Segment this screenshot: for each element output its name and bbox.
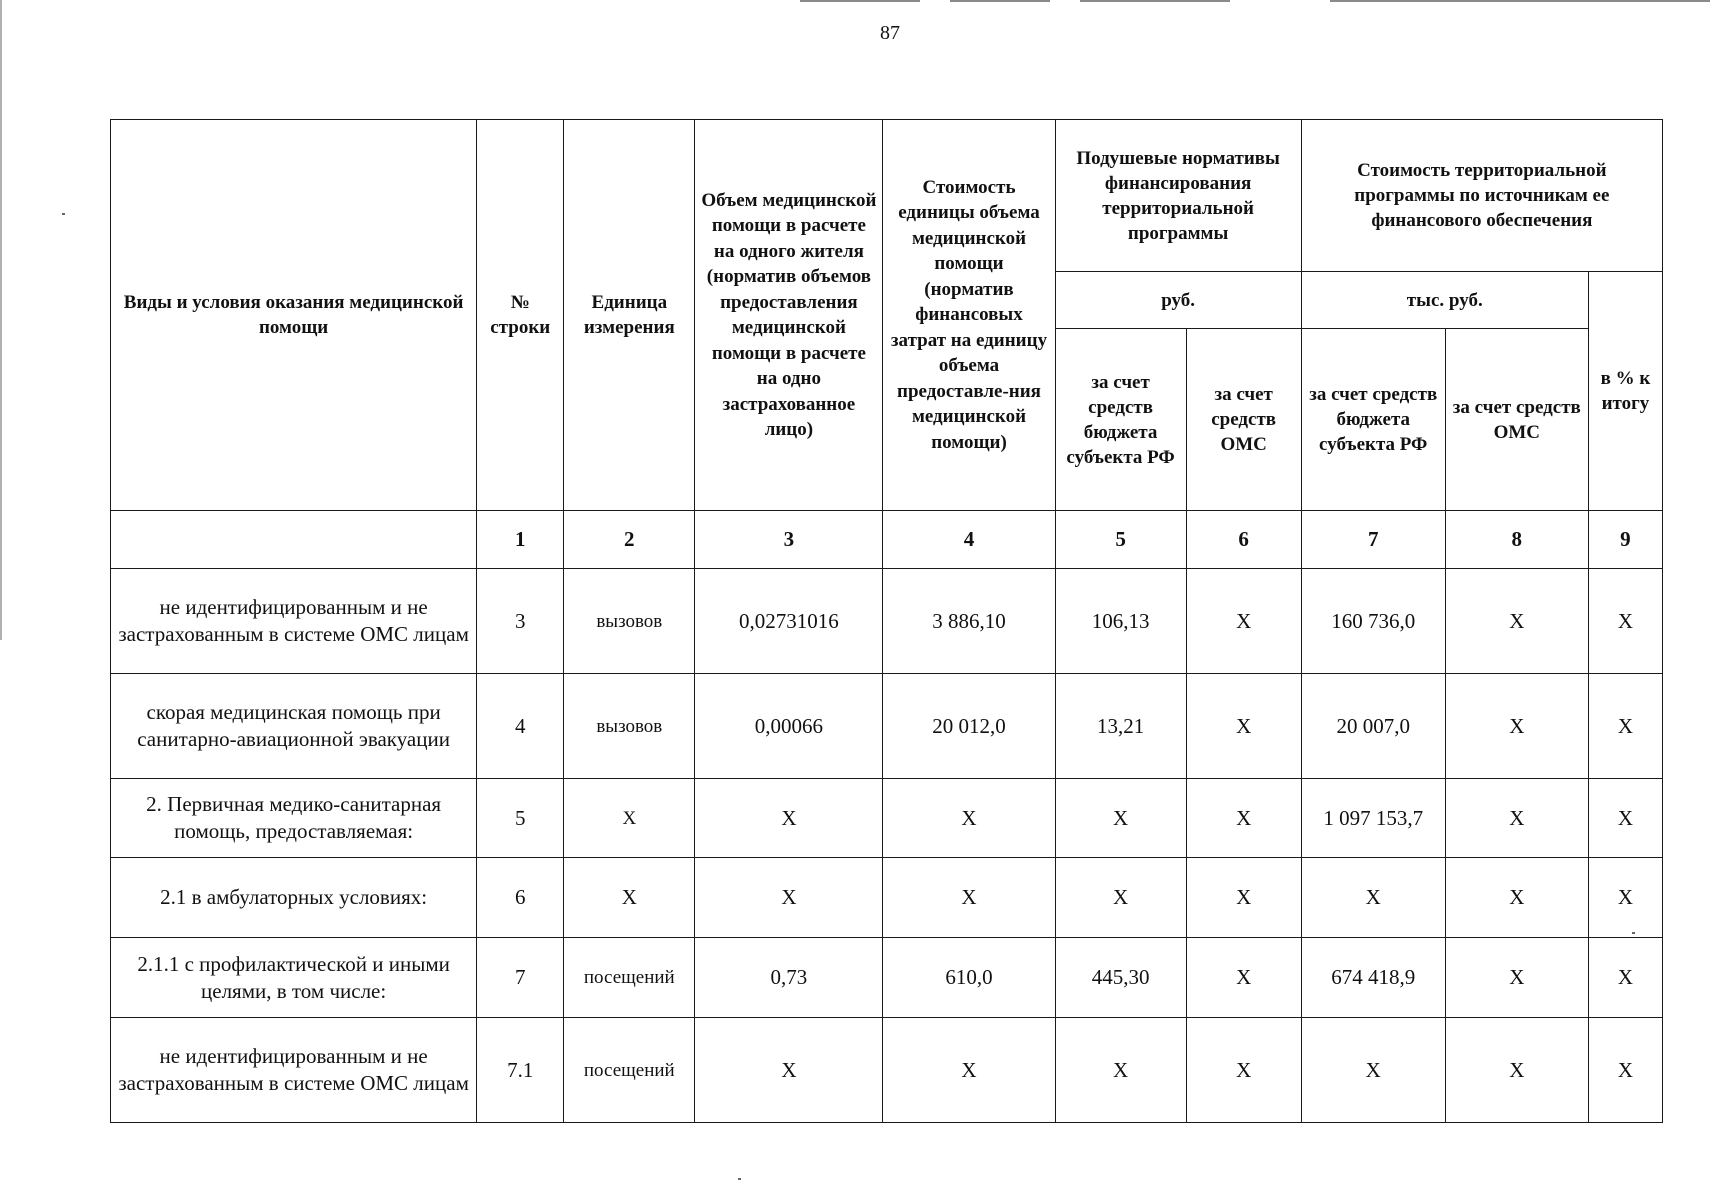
header-oms-8: за счет средств ОМС xyxy=(1445,329,1588,511)
table-row xyxy=(111,569,1663,674)
row-name: скорая медицинская помощь при санитарно-авиационной эвакуации xyxy=(111,674,477,779)
row-unit: вызовов xyxy=(564,674,695,779)
row-oms-thous: X xyxy=(1445,779,1588,858)
header-types-conditions: Виды и условия оказания медицинской помощи xyxy=(111,120,477,511)
row-oms-thous: X xyxy=(1445,674,1588,779)
row-budget-rf-rub: X xyxy=(1055,779,1186,858)
header-rub: руб. xyxy=(1055,272,1301,329)
row-pct-total: X xyxy=(1588,938,1662,1018)
header-volume: Объем медицинской помощи в расчете на одного жителя (норматив объемов предоставления медицинской помощи в расчете на одно застрахованное лицо) xyxy=(695,120,883,511)
column-number: 4 xyxy=(883,511,1055,569)
row-budget-rf-rub: X xyxy=(1055,1018,1186,1123)
row-unit-cost: 3 886,10 xyxy=(883,569,1055,674)
row-volume: X xyxy=(695,1018,883,1123)
column-number: 8 xyxy=(1445,511,1588,569)
row-unit: посещений xyxy=(564,1018,695,1123)
row-budget-rf-rub: 106,13 xyxy=(1055,569,1186,674)
row-unit-cost: 610,0 xyxy=(883,938,1055,1018)
row-name: 2. Первичная медико-санитарная помощь, предоставляемая: xyxy=(111,779,477,858)
row-oms-rub: X xyxy=(1186,938,1301,1018)
financing-table xyxy=(110,119,1663,1123)
row-volume: X xyxy=(695,779,883,858)
row-oms-rub: X xyxy=(1186,1018,1301,1123)
row-oms-rub: X xyxy=(1186,858,1301,938)
row-number: 5 xyxy=(477,779,564,858)
column-number: 2 xyxy=(564,511,695,569)
header-budget-rf-7: за счет средств бюджета субъекта РФ xyxy=(1301,329,1445,511)
page-number: 87 xyxy=(880,22,900,44)
scan-speck xyxy=(738,1178,741,1180)
row-oms-thous: X xyxy=(1445,938,1588,1018)
table-row xyxy=(111,938,1663,1018)
scan-edge-mark xyxy=(0,0,2,640)
row-number: 6 xyxy=(477,858,564,938)
header-per-capita-group: Подушевые нормативы финансирования территориальной программы xyxy=(1055,120,1301,272)
row-name: 2.1.1 с профилактической и иными целями, в том числе: xyxy=(111,938,477,1018)
header-pct-of-total: в % к итогу xyxy=(1588,272,1662,511)
row-pct-total: X xyxy=(1588,674,1662,779)
row-oms-thous: X xyxy=(1445,858,1588,938)
header-row-number: № строки xyxy=(477,120,564,511)
scan-speck xyxy=(62,213,65,215)
scan-edge-mark xyxy=(1330,0,1710,2)
header-budget-rf-5: за счет средств бюджета субъекта РФ xyxy=(1055,329,1186,511)
row-number: 7 xyxy=(477,938,564,1018)
row-name: не идентифицированным и не застрахованным в системе ОМС лицам xyxy=(111,569,477,674)
table-row xyxy=(111,858,1663,938)
header-unit: Единица измерения xyxy=(564,120,695,511)
row-volume: X xyxy=(695,858,883,938)
row-oms-thous: X xyxy=(1445,569,1588,674)
row-number: 3 xyxy=(477,569,564,674)
row-budget-rf-thous: 1 097 153,7 xyxy=(1301,779,1445,858)
scan-edge-mark xyxy=(1080,0,1230,2)
row-unit: X xyxy=(564,779,695,858)
row-budget-rf-thous: X xyxy=(1301,1018,1445,1123)
row-budget-rf-thous: 160 736,0 xyxy=(1301,569,1445,674)
column-number: 1 xyxy=(477,511,564,569)
row-unit: X xyxy=(564,858,695,938)
row-volume: 0,00066 xyxy=(695,674,883,779)
row-pct-total: X xyxy=(1588,779,1662,858)
table-row xyxy=(111,1018,1663,1123)
row-budget-rf-thous: X xyxy=(1301,858,1445,938)
row-name: не идентифицированным и не застрахованным в системе ОМС лицам xyxy=(111,1018,477,1123)
row-unit-cost: X xyxy=(883,858,1055,938)
column-number: 3 xyxy=(695,511,883,569)
header-program-cost-group: Стоимость территориальной программы по источникам ее финансового обеспечения xyxy=(1301,120,1662,272)
column-number: 9 xyxy=(1588,511,1662,569)
scan-edge-mark xyxy=(800,0,920,2)
row-number: 7.1 xyxy=(477,1018,564,1123)
row-unit: посещений xyxy=(564,938,695,1018)
row-pct-total: X xyxy=(1588,1018,1662,1123)
row-number: 4 xyxy=(477,674,564,779)
row-pct-total: X xyxy=(1588,569,1662,674)
row-oms-rub: X xyxy=(1186,779,1301,858)
header-unit-cost: Стоимость единицы объема медицинской помощи (норматив финансовых затрат на единицу объема предоставле-ния медицинской помощи) xyxy=(883,120,1055,511)
header-oms-6: за счет средств ОМС xyxy=(1186,329,1301,511)
row-budget-rf-thous: 20 007,0 xyxy=(1301,674,1445,779)
table-row xyxy=(111,674,1663,779)
column-number: 5 xyxy=(1055,511,1186,569)
row-name: 2.1 в амбулаторных условиях: xyxy=(111,858,477,938)
row-budget-rf-rub: 13,21 xyxy=(1055,674,1186,779)
row-unit-cost: X xyxy=(883,1018,1055,1123)
scan-edge-mark xyxy=(950,0,1050,2)
row-budget-rf-thous: 674 418,9 xyxy=(1301,938,1445,1018)
table-row xyxy=(111,779,1663,858)
column-number: 6 xyxy=(1186,511,1301,569)
column-number-empty xyxy=(111,511,477,569)
row-budget-rf-rub: 445,30 xyxy=(1055,938,1186,1018)
row-budget-rf-rub: X xyxy=(1055,858,1186,938)
row-pct-total: X xyxy=(1588,858,1662,938)
row-unit: вызовов xyxy=(564,569,695,674)
row-volume: 0,73 xyxy=(695,938,883,1018)
row-unit-cost: X xyxy=(883,779,1055,858)
row-oms-rub: X xyxy=(1186,674,1301,779)
column-number: 7 xyxy=(1301,511,1445,569)
row-oms-rub: X xyxy=(1186,569,1301,674)
header-thous-rub: тыс. руб. xyxy=(1301,272,1588,329)
row-unit-cost: 20 012,0 xyxy=(883,674,1055,779)
row-oms-thous: X xyxy=(1445,1018,1588,1123)
row-volume: 0,02731016 xyxy=(695,569,883,674)
